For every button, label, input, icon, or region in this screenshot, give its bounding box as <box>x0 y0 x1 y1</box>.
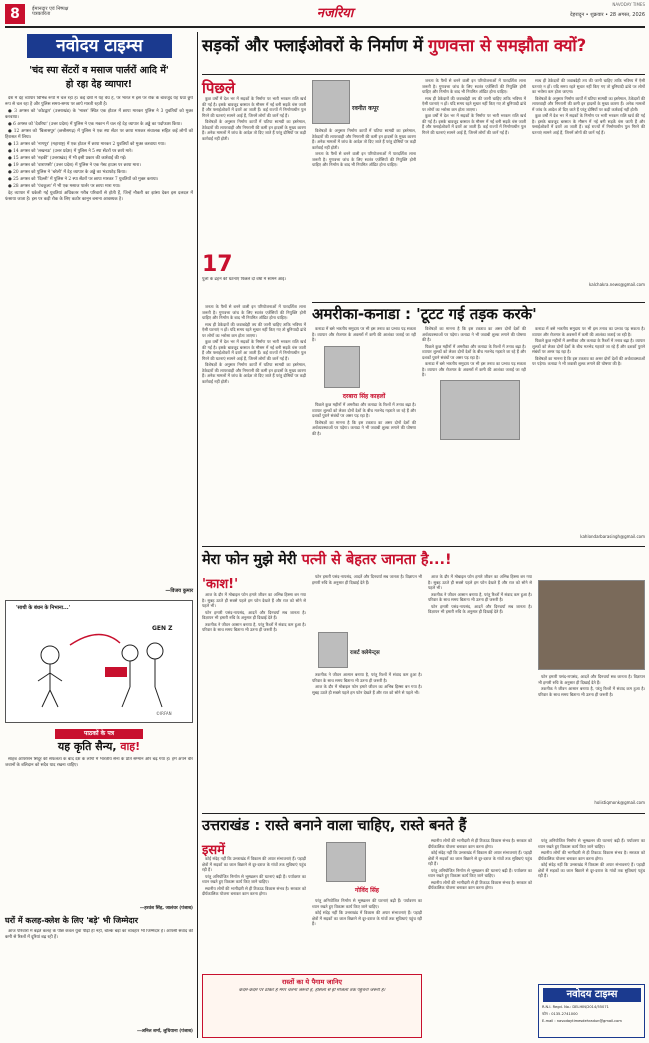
uttarakhand-col-1: कोई संदेह नहीं कि उत्तराखंड में विकास की अपार संभावनाएं हैं। पहाड़ी क्षेत्रों में सड़कों का जाल बिछाने से दूर-दराज के गांवों तक सुविधाएं पहुंच रही हैं। परंतु अनियोजित निर्माण से भूस्खलन की घटनाएं बढ़ी हैं। पर्यावरण का ध्यान रखते हुए विकास कार्य किए जाने चाहिए। स्थानीय लोगों की भागीदारी से ही टिकाऊ विकास संभव है। सरकार को दीर्घकालिक योजना बनाकर काम करना होगा। <box>202 856 306 896</box>
wife-col-2b: तकनीक ने जीवन आसान बनाया है, परंतु रिश्तों में संवाद कम हुआ है। परिवार के साथ समय बिताना भी उतना ही जरूरी है। आज के दौर में मोबाइल फोन हमारे जीवन का अभिन्न हिस्सा बन गया है। सुबह उठते ही सबसे पहले हम फोन देखते हैं और रात को सोने से पहले भी। <box>312 672 422 695</box>
america-col-3: कनाडा में बसे भारतीय समुदाय पर भी इस तनाव का प्रभाव पड़ सकता है। व्यापार और रोजगार के अवसरों में कमी की आशंका जताई जा रही है। पिछले कुछ महीनों में अमरीका और कनाडा के रिश्तों में तनाव बढ़ा है। व्यापार शुल्कों को लेकर दोनों देशों के बीच मतभेद गहराते जा रहे हैं और दशकों पुराने संबंधों पर असर पड़ रहा है। विशेषज्ञों का मानना है कि इस टकराव का असर दोनों देशों की अर्थव्यवस्थाओं पर पड़ेगा। कनाडा ने भी जवाबी शुल्क लगाने की घोषणा की है। <box>532 326 645 366</box>
header-date: देहरादून • शुक्रवार • 28 अगस्त, 2026 <box>570 12 645 18</box>
main-col-3: जनता के पैसों से बनने वाली इन परियोजनाओं में पारदर्शिता लाना जरूरी है। गुणवत्ता जांच के लिए स्वतंत्र एजेंसियों की नियुक्ति होनी चाहिए और निर्माण के बाद भी नियमित ऑडिट होना चाहिए। साथ ही ठेकेदारों की जवाबदेही तय की जानी चाहिए ताकि भविष्य में ऐसी घटनाएं न हों। यदि समय रहते सुधार नहीं किए गए तो बुनियादी ढांचे पर लोगों का भरोसा कम होता जाएगा। कुछ वर्षों में देश भर में सड़कों के निर्माण पर भारी भरकम राशि खर्च की गई है। इसके बावजूद बरसात के मौसम में नई बनी सड़कें धंस जाती हैं और फ्लाईओवरों में दरारें आ जाती हैं। कई राज्यों में निर्माणाधीन पुल गिरने की घटनाएं सामने आई हैं, जिनमें लोगों की जानें गई हैं। <box>422 78 526 135</box>
wife-author-name: राबर्ट क्लेमेन्ट्स <box>350 650 380 656</box>
main-headline-rule <box>202 74 645 75</box>
america-headline: अमरीका-कनाडा : 'टूटट गई तड़क करके' <box>312 305 537 323</box>
wife-col-2a: फोन हमारी पसंद-नापसंद, आदतें और दिनचर्या सब जानता है। विज्ञापन भी हमारी रुचि के अनुसार ही दिखाई देते हैं। <box>312 574 422 585</box>
main-headline: सड़कों और फ्लाईओवरों के निर्माण में गुणवत्ता से समझौता क्यों? <box>202 36 587 55</box>
letter-1-body: साहब ऑपरेशन सिंदूर की सफलता के बाद देश के लोगों में भारतीय सेना के प्रति सम्मान और बढ़ गया है। हमें अपने वीर जवानों के बलिदान को सदैव याद रखना चाहिए। <box>5 757 193 768</box>
cartoon-tag: GEN Z <box>152 625 173 632</box>
america-col-1: कनाडा में बसे भारतीय समुदाय पर भी इस तनाव का प्रभाव पड़ सकता है। व्यापार और रोजगार के अवसरों में कमी की आशंका जताई जा रही है। <box>312 326 416 342</box>
letters-headline: यह कृति सैन्य, वाह! <box>57 740 141 753</box>
america-col-1b: पिछले कुछ महीनों में अमरीका और कनाडा के रिश्तों में तनाव बढ़ा है। व्यापार शुल्कों को लेकर दोनों देशों के बीच मतभेद गहराते जा रहे हैं और दशकों पुराने संबंधों पर असर पड़ रहा है। विशेषज्ञों का मानना है कि इस टकराव का असर दोनों देशों की अर्थव्यवस्थाओं पर पड़ेगा। कनाडा ने भी जवाबी शुल्क लगाने की घोषणा की है। <box>312 402 416 436</box>
page-header <box>0 0 649 28</box>
uttarakhand-lead-word: इसमें <box>202 843 225 858</box>
uttarakhand-author-photo <box>326 842 366 882</box>
america-author-email: kahlondarbarasingh@gmail.com <box>580 534 645 539</box>
header-slogan: ईमानदार एवं निष्पक्ष पत्रकारिता <box>32 6 69 17</box>
footer-email: E-mail : navodaytimesdehradun@gmail.com <box>542 1019 622 1023</box>
letter-2-body: आज परिवारों में बढ़ते कलह के पीछे केवल युवा पीढ़ी ही नहीं, बल्कि बड़ों का व्यवहार भी जिम्मेदार है। आपसी संवाद की कमी से रिश्तों में दूरियां बढ़ रही हैं। <box>5 929 193 940</box>
left-article-body: देश में देह व्यापार विभिन्न रूपों में चल रहा है। कई देशों में यह वैध है, पर भारत में इस पर रोक के बावजूद यह धंधा छुपे रूप से चल रहा है और पुलिस समय-समय पर छापे मारती रहती है। ● 3 अगस्त को 'कोटद्वार' (उत्तराखंड) के 'भाबर' स्थित एक होटल में छापा मारकर पुलिस ने 3 युवतियों को मुक्त करवाया। ● 6 अगस्त को 'देवरिया' (उत्तर प्रदेश) में पुलिस ने एक मकान में चल रहे देह व्यापार के अड्डे का पर्दाफाश किया। ● 12 अगस्त को 'बिलासपुर' (छत्तीसगढ़) में पुलिस ने एक स्पा सेंटर पर छापा मारकर संचालक सहित कई लोगों को हिरासत में लिया। ● 13 अगस्त को 'नागपुर' (महाराष्ट्र) में एक होटल में छापा मारकर 2 युवतियों को मुक्त करवाया गया। ● 14 अगस्त को 'लखनऊ' (उत्तर प्रदेश) में पुलिस ने 5 स्पा सेंटरों पर छापे मारे। ● 15 अगस्त को 'रुड़की' (उत्तराखंड) में भी इसी प्रकार की कार्रवाई की गई। ● 19 अगस्त को 'वाराणसी' (उत्तर प्रदेश) में पुलिस ने एक गेस्ट हाउस पर छापा मारा। ● 20 अगस्त को पुलिस ने 'बरेली' में देह व्यापार के अड्डे का भंडाफोड़ किया। ● 25 अगस्त को 'दिल्ली' में पुलिस ने 2 स्पा सेंटरों पर छापा मारकर 7 युवतियों को मुक्त कराया। ● 28 अगस्त को 'पंचकूला' में भी एक मसाज पार्लर पर छापा मारा गया। देह व्यापार में धकेली गई युवतियां अधिकतर गरीब परिवारों से होती हैं, जिन्हें नौकरी का झांसा देकर इस दलदल में फंसाया जाता है। इस पर कड़ी रोक के लिए कठोर कानून बनाना आवश्यक है। <box>5 96 193 202</box>
divider-wife <box>202 546 645 547</box>
cartoon-credit: ©IRFAN <box>156 711 172 716</box>
author1-email: kalchakra.news@gmail.com <box>589 282 645 287</box>
uttarakhand-col-4: परंतु अनियोजित निर्माण से भूस्खलन की घटनाएं बढ़ी हैं। पर्यावरण का ध्यान रखते हुए विकास कार्य किए जाने चाहिए। स्थानीय लोगों की भागीदारी से ही टिकाऊ विकास संभव है। सरकार को दीर्घकालिक योजना बनाकर काम करना होगा। कोई संदेह नहीं कि उत्तराखंड में विकास की अपार संभावनाएं हैं। पहाड़ी क्षेत्रों में सड़कों का जाल बिछाने से दूर-दराज के गांवों तक सुविधाएं पहुंच रही हैं। <box>538 838 645 878</box>
wife-col-1: आज के दौर में मोबाइल फोन हमारे जीवन का अभिन्न हिस्सा बन गया है। सुबह उठते ही सबसे पहले हम फोन देखते हैं और रात को सोने से पहले भी। फोन हमारी पसंद-नापसंद, आदतें और दिनचर्या सब जानता है। विज्ञापन भी हमारी रुचि के अनुसार ही दिखाई देते हैं। तकनीक ने जीवन आसान बनाया है, परंतु रिश्तों में संवाद कम हुआ है। परिवार के साथ समय बिताना भी उतना ही जरूरी है। <box>202 592 306 632</box>
header-rule <box>5 26 645 28</box>
main-lead-word: पिछले <box>202 79 236 97</box>
footer-logo: नवोदय टाइम्स <box>543 988 641 1002</box>
main-col-1: कुछ वर्षों में देश भर में सड़कों के निर्माण पर भारी भरकम राशि खर्च की गई है। इसके बावजूद बरसात के मौसम में नई बनी सड़कें धंस जाती हैं और फ्लाईओवरों में दरारें आ जाती हैं। कई राज्यों में निर्माणाधीन पुल गिरने की घटनाएं सामने आई हैं, जिनमें लोगों की जानें गई हैं। विशेषज्ञों के अनुसार निर्माण कार्यों में घटिया सामग्री का इस्तेमाल, ठेकेदारों की लापरवाही और निगरानी की कमी इन हादसों के मुख्य कारण हैं। अनेक मामलों में जांच के आदेश तो दिए जाते हैं परंतु दोषियों पर कड़ी कार्रवाई नहीं होती। <box>202 96 306 141</box>
poem-box <box>202 974 422 1038</box>
section-title: नजरिया <box>316 6 354 21</box>
poem-body: कदम-कदम पर ठोकरें हैं मगर चलना जरूरी है, हौसलों से ही मंजिलों तक पहुंचना जरूरी है। <box>238 988 386 993</box>
divider-uttarakhand <box>202 813 645 814</box>
uttarakhand-author-name: गोविंद सिंह <box>355 887 379 894</box>
main-col-4: साथ ही ठेकेदारों की जवाबदेही तय की जानी चाहिए ताकि भविष्य में ऐसी घटनाएं न हों। यदि समय रहते सुधार नहीं किए गए तो बुनियादी ढांचे पर लोगों का भरोसा कम होता जाएगा। विशेषज्ञों के अनुसार निर्माण कार्यों में घटिया सामग्री का इस्तेमाल, ठेकेदारों की लापरवाही और निगरानी की कमी इन हादसों के मुख्य कारण हैं। अनेक मामलों में जांच के आदेश तो दिए जाते हैं परंतु दोषियों पर कड़ी कार्रवाई नहीं होती। कुछ वर्षों में देश भर में सड़कों के निर्माण पर भारी भरकम राशि खर्च की गई है। इसके बावजूद बरसात के मौसम में नई बनी सड़कें धंस जाती हैं और फ्लाईओवरों में दरारें आ जाती हैं। कई राज्यों में निर्माणाधीन पुल गिरने की घटनाएं सामने आई हैं, जिनमें लोगों की जानें गई हैं। <box>532 78 645 135</box>
page-number-badge: 8 <box>5 4 25 24</box>
column-divider <box>197 32 198 1038</box>
left-column-title: 'चंद स्पा सेंटरों व मसाज पार्लरों आदि में' हो रहा देह व्यापार! <box>29 65 169 90</box>
uttarakhand-col-3: स्थानीय लोगों की भागीदारी से ही टिकाऊ विकास संभव है। सरकार को दीर्घकालिक योजना बनाकर काम करना होगा। कोई संदेह नहीं कि उत्तराखंड में विकास की अपार संभावनाएं हैं। पहाड़ी क्षेत्रों में सड़कों का जाल बिछाने से दूर-दराज के गांवों तक सुविधाएं पहुंच रही हैं। परंतु अनियोजित निर्माण से भूस्खलन की घटनाएं बढ़ी हैं। पर्यावरण का ध्यान रखते हुए विकास कार्य किए जाने चाहिए। स्थानीय लोगों की भागीदारी से ही टिकाऊ विकास संभव है। सरकार को दीर्घकालिक योजना बनाकर काम करना होगा। <box>428 838 532 890</box>
left-byline: —विजय कुमार <box>165 588 193 594</box>
poem-title: रास्तों का ये पैगाम जानिए <box>281 978 343 986</box>
main-col-2: विशेषज्ञों के अनुसार निर्माण कार्यों में घटिया सामग्री का इस्तेमाल, ठेकेदारों की लापरवाही और निगरानी की कमी इन हादसों के मुख्य कारण हैं। अनेक मामलों में जांच के आदेश तो दिए जाते हैं परंतु दोषियों पर कड़ी कार्रवाई नहीं होती। जनता के पैसों से बनने वाली इन परियोजनाओं में पारदर्शिता लाना जरूरी है। गुणवत्ता जांच के लिए स्वतंत्र एजेंसियों की नियुक्ति होनी चाहिए और निर्माण के बाद भी नियमित ऑडिट होना चाहिए। <box>312 128 416 167</box>
left-logo: नवोदय टाइम्स <box>27 34 172 58</box>
america-author-name: दरबारा सिंह काहलों <box>342 393 386 400</box>
wife-author-photo <box>318 632 348 668</box>
cartoon-box <box>5 600 193 723</box>
wife-author-email: holistiqmonk@gmail.com <box>594 800 645 805</box>
main-col-1-cont: जनता के पैसों से बनने वाली इन परियोजनाओं में पारदर्शिता लाना जरूरी है। गुणवत्ता जांच के लिए स्वतंत्र एजेंसियों की नियुक्ति होनी चाहिए और निर्माण के बाद भी नियमित ऑडिट होना चाहिए। साथ ही ठेकेदारों की जवाबदेही तय की जानी चाहिए ताकि भविष्य में ऐसी घटनाएं न हों। यदि समय रहते सुधार नहीं किए गए तो बुनियादी ढांचे पर लोगों का भरोसा कम होता जाएगा। कुछ वर्षों में देश भर में सड़कों के निर्माण पर भारी भरकम राशि खर्च की गई है। इसके बावजूद बरसात के मौसम में नई बनी सड़कें धंस जाती हैं और फ्लाईओवरों में दरारें आ जाती हैं। कई राज्यों में निर्माणाधीन पुल गिरने की घटनाएं सामने आई हैं, जिनमें लोगों की जानें गई हैं। विशेषज्ञों के अनुसार निर्माण कार्यों में घटिया सामग्री का इस्तेमाल, ठेकेदारों की लापरवाही और निगरानी की कमी इन हादसों के मुख्य कारण हैं। अनेक मामलों में जांच के आदेश तो दिए जाते हैं परंतु दोषियों पर कड़ी कार्रवाई नहीं होती। <box>202 304 306 384</box>
cartoon-caption: 'साथी के बंधन के निभाना...' <box>16 605 71 611</box>
wife-headline: मेरा फोन मुझे मेरी पत्नी से बेहतर जानता है...! <box>202 552 452 568</box>
america-author-photo <box>324 346 360 388</box>
author1-photo <box>312 80 350 124</box>
wife-quote: 'काश!' <box>202 577 239 592</box>
letters-banner: पाठकों के पत्र <box>55 729 143 739</box>
author1-name: रवनीत कपूर <box>352 105 379 112</box>
america-col-2: विशेषज्ञों का मानना है कि इस टकराव का असर दोनों देशों की अर्थव्यवस्थाओं पर पड़ेगा। कनाडा ने भी जवाबी शुल्क लगाने की घोषणा की है। पिछले कुछ महीनों में अमरीका और कनाडा के रिश्तों में तनाव बढ़ा है। व्यापार शुल्कों को लेकर दोनों देशों के बीच मतभेद गहराते जा रहे हैं और दशकों पुराने संबंधों पर असर पड़ रहा है। कनाडा में बसे भारतीय समुदाय पर भी इस तनाव का प्रभाव पड़ सकता है। व्यापार और रोजगार के अवसरों में कमी की आशंका जताई जा रही है। <box>422 326 526 377</box>
footer-logo-box <box>538 984 645 1038</box>
divider-america <box>312 302 645 303</box>
stat-box: 17 पुलों के ढहने की घटनाएं पिछले दो वर्षों में सामने आईं। <box>202 252 287 282</box>
letter-2-author: —अनिल शर्मा, लुधियाना (पंजाब) <box>136 1029 193 1034</box>
letter-2-headline: घरों में कलह-क्लेश के लिए 'बड़े' भी जिम्मेदार <box>5 916 138 925</box>
wife-col-3: आज के दौर में मोबाइल फोन हमारे जीवन का अभिन्न हिस्सा बन गया है। सुबह उठते ही सबसे पहले हम फोन देखते हैं और रात को सोने से पहले भी। तकनीक ने जीवन आसान बनाया है, परंतु रिश्तों में संवाद कम हुआ है। परिवार के साथ समय बिताना भी उतना ही जरूरी है। फोन हमारी पसंद-नापसंद, आदतें और दिनचर्या सब जानता है। विज्ञापन भी हमारी रुचि के अनुसार ही दिखाई देते हैं। <box>428 574 532 614</box>
letter-1-author: —हरवंश सिंह, जालंधर (पंजाब) <box>139 906 193 911</box>
left-column <box>5 32 193 1038</box>
footer-phone: फोन : 0135-2741000 <box>542 1012 578 1016</box>
wife-col-4: फोन हमारी पसंद-नापसंद, आदतें और दिनचर्या सब जानता है। विज्ञापन भी हमारी रुचि के अनुसार ही दिखाई देते हैं। तकनीक ने जीवन आसान बनाया है, परंतु रिश्तों में संवाद कम हुआ है। परिवार के साथ समय बिताना भी उतना ही जरूरी है। <box>538 674 645 697</box>
uttarakhand-col-2: परंतु अनियोजित निर्माण से भूस्खलन की घटनाएं बढ़ी हैं। पर्यावरण का ध्यान रखते हुए विकास कार्य किए जाने चाहिए। कोई संदेह नहीं कि उत्तराखंड में विकास की अपार संभावनाएं हैं। पहाड़ी क्षेत्रों में सड़कों का जाल बिछाने से दूर-दराज के गांवों तक सुविधाएं पहुंच रही हैं। <box>312 898 422 926</box>
header-paper-url: NAVODAY TIMES <box>612 2 645 7</box>
wife-photo <box>538 580 645 670</box>
america-photo <box>440 380 520 440</box>
footer-rni: R.N.I. Regd. No.: DELHIN/2014/55071 <box>542 1005 609 1009</box>
uttarakhand-headline: उत्तराखंड : रास्ते बनाने वाला चाहिए, रास्ते बनते हैं <box>202 818 467 834</box>
